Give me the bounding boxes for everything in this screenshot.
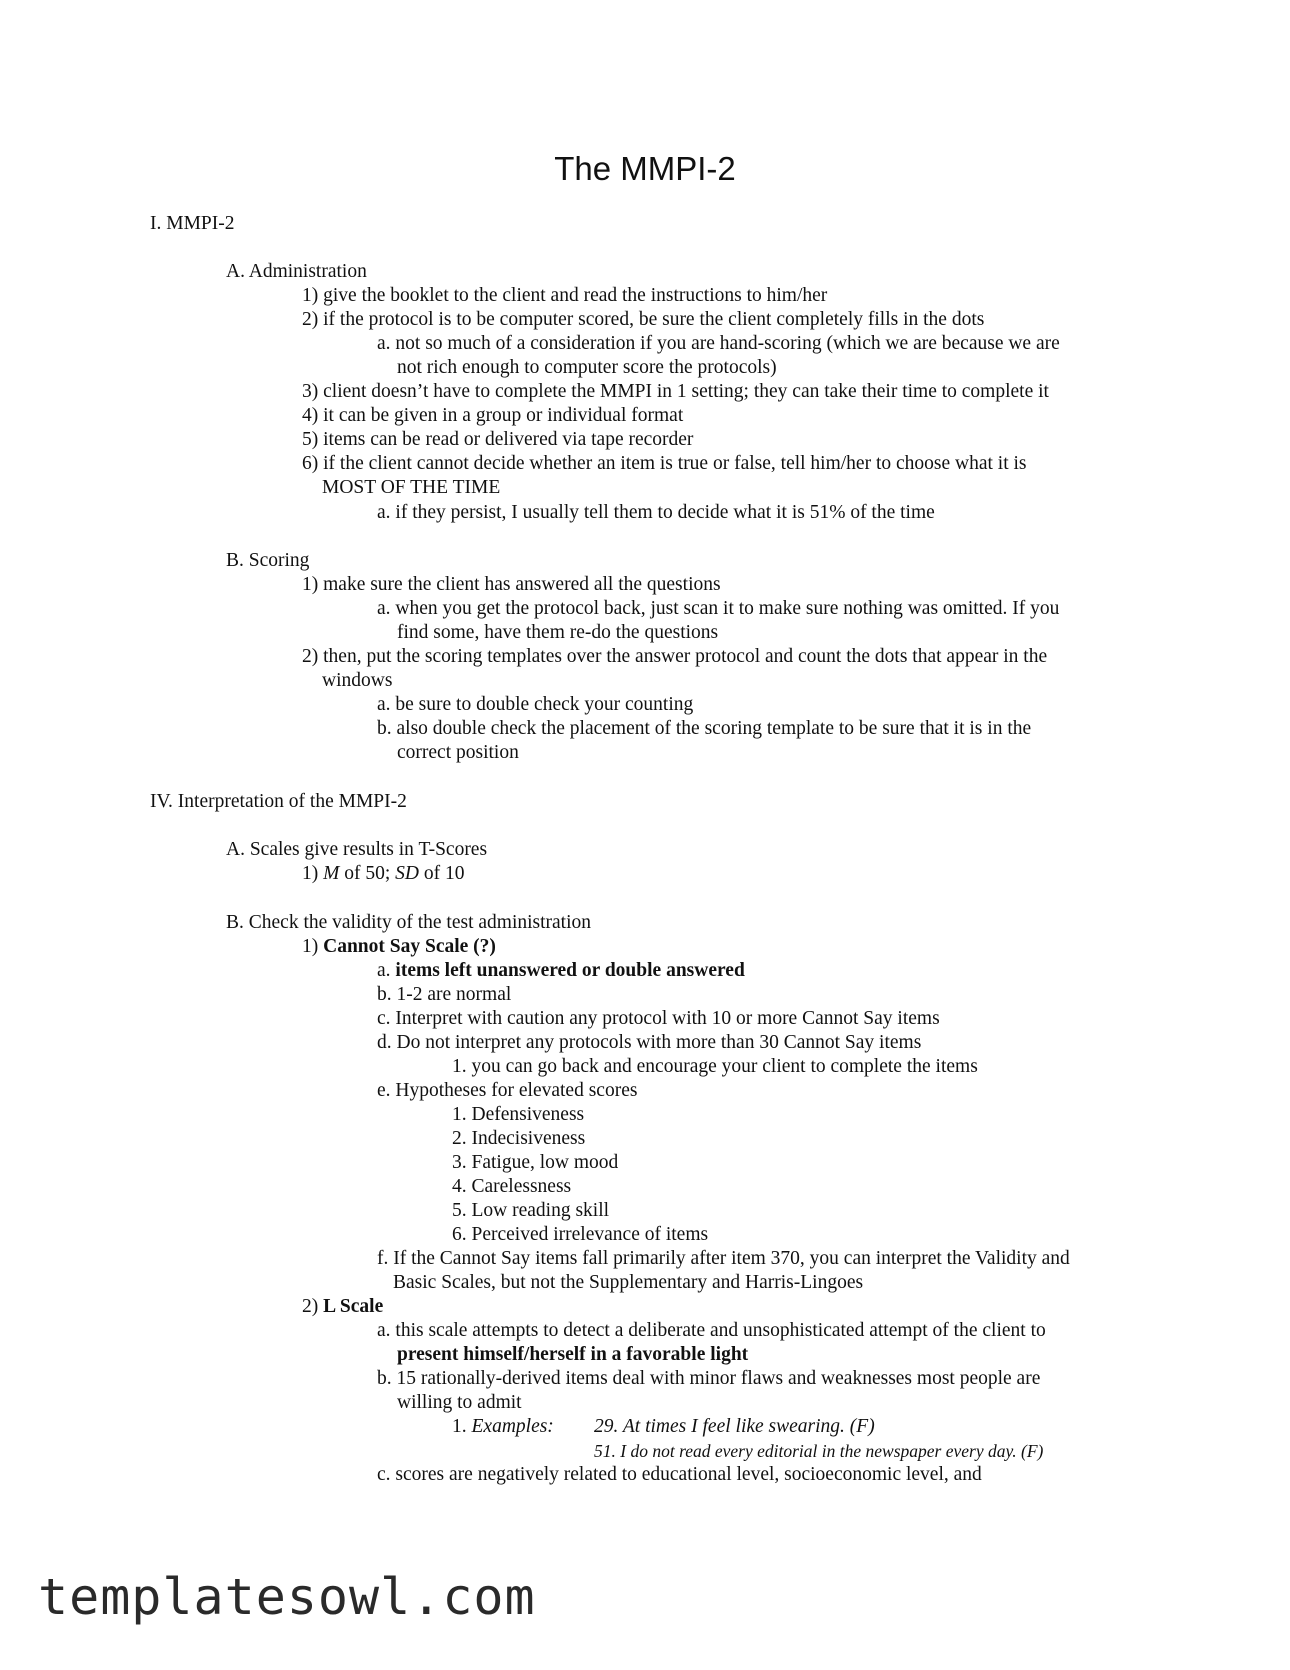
cannot-say-a-text: items left unanswered or double answered — [395, 960, 745, 981]
admin-item-1: 1) give the booklet to the client and read the instructions to him/her — [302, 285, 828, 306]
cannot-say-f: f. If the Cannot Say items fall primarily after item 370, you can interpret the Validity and — [377, 1248, 1070, 1269]
cannot-say-f-cont: Basic Scales, but not the Supplementary and Harris-Lingoes — [393, 1272, 864, 1293]
l-scale-a-cont: present himself/herself in a favorable light — [397, 1344, 749, 1365]
mean-symbol: M — [323, 863, 340, 884]
scoring-item-2: 2) then, put the scoring templates over the answer protocol and count the dots that appear in the — [302, 646, 1048, 667]
scoring-item-2b-cont: correct position — [397, 742, 519, 763]
cannot-say-c: c. Interpret with caution any protocol with 10 or more Cannot Say items — [377, 1008, 940, 1029]
examples-text: Examples: — [471, 1416, 554, 1437]
l-scale-b: b. 15 rationally-derived items deal with minor flaws and weaknesses most people are — [377, 1368, 1041, 1389]
admin-item-2a: a. not so much of a consideration if you are hand-scoring (which we are because we are — [377, 333, 1060, 354]
l-scale-a: a. this scale attempts to detect a deliberate and unsophisticated attempt of the client to — [377, 1320, 1046, 1341]
scoring-item-1: 1) make sure the client has answered all the questions — [302, 574, 721, 595]
scoring-item-1a-cont: find some, have them re-do the questions — [397, 622, 719, 643]
sd-symbol: SD — [395, 863, 420, 884]
cannot-say-title: Cannot Say Scale (?) — [323, 936, 496, 957]
scoring-item-1a: a. when you get the protocol back, just scan it to make sure nothing was omitted. If you — [377, 598, 1060, 619]
admin-item-6-cont: MOST OF THE TIME — [322, 477, 501, 498]
sd-text: of 10 — [419, 863, 465, 884]
subheading-administration: A. Administration — [226, 261, 367, 282]
hypothesis-5: 5. Low reading skill — [452, 1200, 610, 1221]
item-letter: a. — [377, 960, 396, 981]
cannot-say-e: e. Hypotheses for elevated scores — [377, 1080, 638, 1101]
section-heading-4: IV. Interpretation of the MMPI-2 — [150, 791, 407, 812]
admin-item-6a: a. if they persist, I usually tell them to decide what it is 51% of the time — [377, 502, 935, 523]
hypothesis-1: 1. Defensiveness — [452, 1104, 585, 1125]
item-number: 2) — [302, 1296, 324, 1317]
scoring-item-2-cont: windows — [322, 670, 393, 691]
l-scale-heading — [302, 1295, 383, 1319]
hypothesis-2: 2. Indecisiveness — [452, 1128, 586, 1149]
page-title: The MMPI-2 — [554, 150, 736, 187]
scoring-item-2b: b. also double check the placement of the scoring template to be sure that it is in the — [377, 718, 1032, 739]
site-watermark: templatesowl.com — [38, 1568, 536, 1626]
section-heading-1: I. MMPI-2 — [150, 213, 235, 234]
item-number: 1) — [302, 863, 324, 884]
admin-item-2a-cont: not rich enough to computer score the protocols) — [397, 357, 777, 378]
cannot-say-a — [377, 959, 745, 983]
admin-item-4: 4) it can be given in a group or individual format — [302, 405, 684, 426]
t-score-item-1 — [302, 862, 465, 886]
cannot-say-d: d. Do not interpret any protocols with more than 30 Cannot Say items — [377, 1032, 922, 1053]
subheading-scoring: B. Scoring — [226, 550, 310, 571]
admin-item-5: 5) items can be read or delivered via tape recorder — [302, 429, 694, 450]
cannot-say-b: b. 1-2 are normal — [377, 984, 512, 1005]
example-item-51: 51. I do not read every editorial in the newspaper every day. (F) — [594, 1441, 1044, 1461]
l-scale-title: L Scale — [323, 1296, 384, 1317]
cannot-say-d1: 1. you can go back and encourage your client to complete the items — [452, 1056, 978, 1077]
subheading-validity: B. Check the validity of the test administration — [226, 912, 592, 933]
admin-item-2: 2) if the protocol is to be computer scored, be sure the client completely fills in the dots — [302, 309, 985, 330]
scoring-item-2a: a. be sure to double check your counting — [377, 694, 694, 715]
item-number: 1) — [302, 936, 324, 957]
mean-text: of 50; — [339, 863, 396, 884]
hypothesis-3: 3. Fatigue, low mood — [452, 1152, 619, 1173]
cannot-say-heading — [302, 935, 496, 959]
example-item-29: 29. At times I feel like swearing. (F) — [594, 1416, 875, 1437]
l-scale-b-cont: willing to admit — [397, 1392, 522, 1413]
admin-item-3: 3) client doesn’t have to complete the MMPI in 1 setting; they can take their time to complete it — [302, 381, 1049, 402]
hypothesis-6: 6. Perceived irrelevance of items — [452, 1224, 709, 1245]
hypothesis-4: 4. Carelessness — [452, 1176, 572, 1197]
l-scale-c: c. scores are negatively related to educational level, socioeconomic level, and — [377, 1464, 982, 1485]
subheading-t-scores: A. Scales give results in T-Scores — [226, 839, 488, 860]
item-number: 1. — [452, 1416, 472, 1437]
admin-item-6: 6) if the client cannot decide whether an item is true or false, tell him/her to choose what it is — [302, 453, 1027, 474]
examples-label — [452, 1415, 554, 1439]
